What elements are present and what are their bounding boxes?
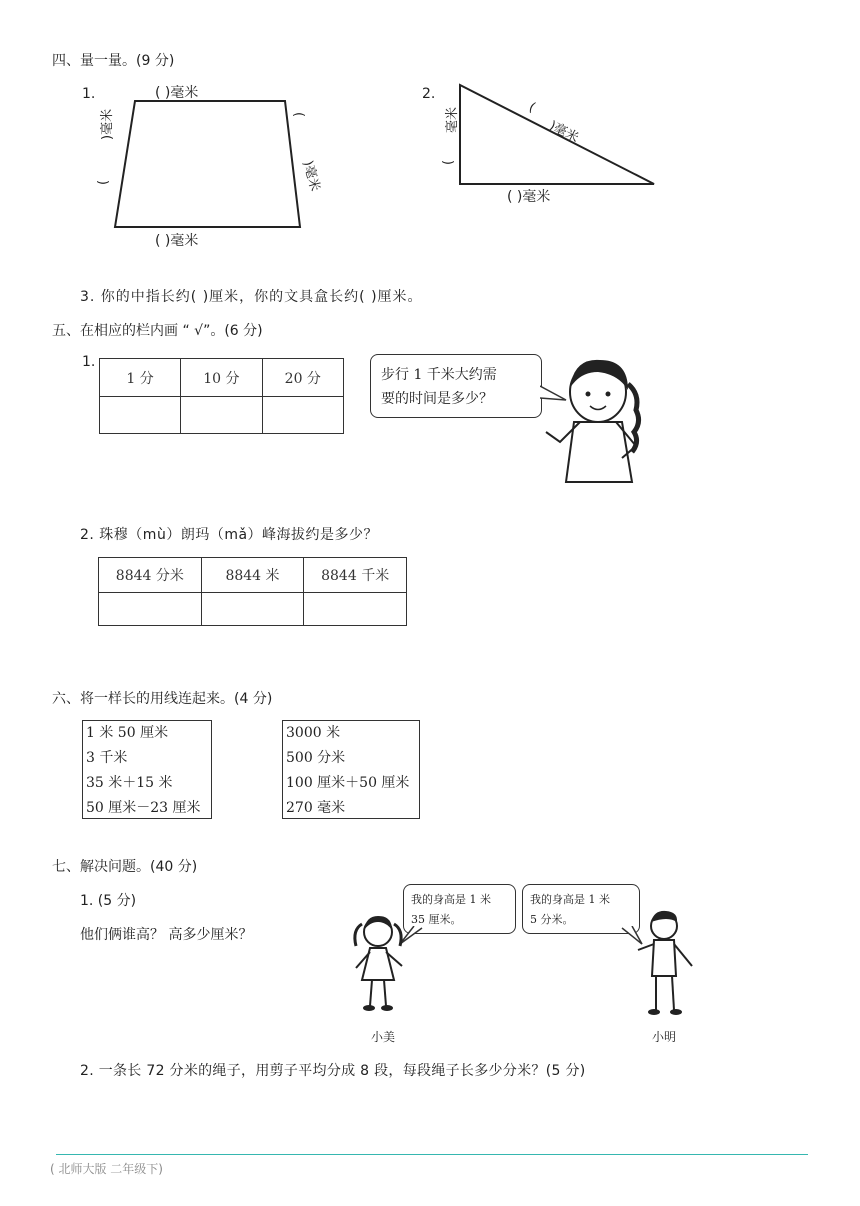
q3-text: 3. 你的中指长约( )厘米，你的文具盒长约( )厘米。 <box>80 289 423 305</box>
s7-q2-text: 2. 一条长 72 分米的绳子，用剪子平均分成 8 段，每段绳子长多少分米？(5 分) <box>80 1063 586 1079</box>
s7-q1-head: 1. (5 分) <box>80 893 137 909</box>
xiaoming-illustration <box>634 906 698 1022</box>
triangle-left-label: 毫米 <box>445 106 460 133</box>
answer-cell[interactable] <box>304 593 407 626</box>
s7-q1-text: 他们俩谁高？ 高多少厘米？ <box>80 927 253 943</box>
trapezoid-left-open: ( <box>96 179 111 185</box>
bubble-line: 35 厘米。 <box>411 913 462 926</box>
table-header-cell: 8844 分米 <box>99 558 202 593</box>
bubble-line: 要的时间是多少？ <box>381 391 493 407</box>
list-item[interactable]: 3 千米 <box>86 750 128 766</box>
bubble-line: 5 分米。 <box>530 913 574 926</box>
triangle-hyp-open: ( <box>526 100 538 116</box>
section-7-title: 七、解决问题。(40 分) <box>52 859 198 875</box>
section-4-title: 四、量一量。(9 分) <box>52 53 175 69</box>
xiaomei-illustration <box>348 910 410 1020</box>
xiaomei-name: 小美 <box>371 1030 396 1044</box>
table-header-cell: 20 分 <box>262 359 343 397</box>
xiaoming-name: 小明 <box>652 1030 677 1044</box>
triangle-hyp-label: )毫米 <box>546 118 581 147</box>
trapezoid-right-label: )毫米 <box>299 159 323 193</box>
walking-time-table <box>99 358 344 434</box>
table-header-cell: 1 分 <box>100 359 181 397</box>
answer-cell[interactable] <box>201 593 304 626</box>
q2-number: 2. <box>422 86 436 102</box>
table-header-cell: 8844 千米 <box>304 558 407 593</box>
trapezoid-figure <box>95 95 335 255</box>
s5-q1-number: 1. <box>82 354 96 370</box>
trapezoid-bottom-label: ( )毫米 <box>155 233 199 249</box>
answer-cell[interactable] <box>181 397 262 434</box>
list-item[interactable]: 35 米＋15 米 <box>86 775 173 791</box>
trapezoid-left-label: )毫米 <box>100 108 115 140</box>
list-item[interactable]: 50 厘米－23 厘米 <box>86 800 201 816</box>
girl-illustration <box>540 350 660 490</box>
answer-cell[interactable] <box>262 397 343 434</box>
answer-cell[interactable] <box>100 397 181 434</box>
footer-divider <box>56 1154 808 1155</box>
everest-height-table <box>98 557 407 626</box>
section-5-title: 五、在相应的栏内画 “ √”。(6 分) <box>52 323 263 339</box>
speech-bubble-question <box>370 354 542 418</box>
list-item[interactable]: 270 毫米 <box>286 800 346 816</box>
right-length-list <box>282 720 420 819</box>
answer-cell[interactable] <box>99 593 202 626</box>
list-item[interactable]: 100 厘米＋50 厘米 <box>286 775 410 791</box>
footer-text: ( 北师大版 二年级下) <box>50 1162 163 1176</box>
table-header-cell: 10 分 <box>181 359 262 397</box>
triangle-bottom-label: ( )毫米 <box>507 189 551 205</box>
s5-q2-text: 2. 珠穆（mù）朗玛（mǎ）峰海拔约是多少？ <box>80 527 379 543</box>
section-6-title: 六、将一样长的用线连起来。(4 分) <box>52 691 273 707</box>
table-header-cell: 8844 米 <box>201 558 304 593</box>
list-item[interactable]: 500 分米 <box>286 750 346 766</box>
trapezoid-top-label: ( )毫米 <box>155 85 199 101</box>
trapezoid-right-open: ( <box>291 112 306 118</box>
list-item[interactable]: 1 米 50 厘米 <box>86 725 169 741</box>
bubble-line: 我的身高是 1 米 <box>411 893 491 906</box>
list-item[interactable]: 3000 米 <box>286 725 341 741</box>
bubble-line: 我的身高是 1 米 <box>530 893 610 906</box>
bubble-line: 步行 1 千米大约需 <box>381 367 497 383</box>
left-length-list <box>82 720 212 819</box>
q1-number: 1. <box>82 86 96 102</box>
triangle-left-open: ( <box>441 159 456 165</box>
